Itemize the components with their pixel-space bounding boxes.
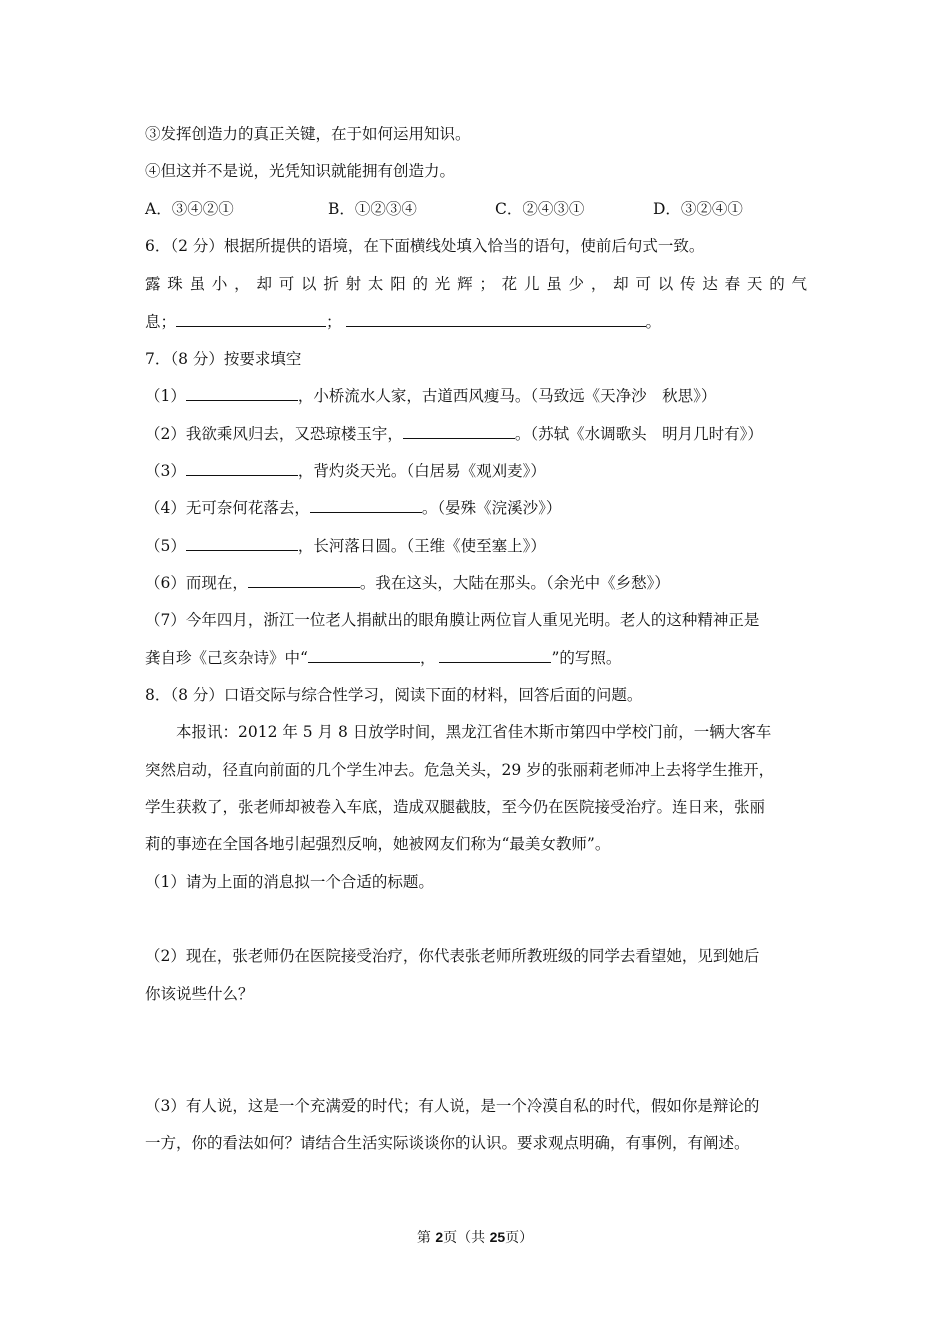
footer-post: 页） xyxy=(505,1230,534,1246)
q8-item-2: （2）现在，张老师仍在医院接受治疗，你代表张老师所教班级的同学去看望她，见到她后 xyxy=(145,947,760,965)
q7-item-4 xyxy=(145,498,807,518)
q7-4-blank[interactable] xyxy=(310,498,422,513)
q8-item-1: （1）请为上面的消息拟一个合适的标题。 xyxy=(145,873,434,891)
passage-line-3: 学生获救了，张老师却被卷入车底，造成双腿截肢，至今仍在医院接受治疗。连日来，张丽 xyxy=(145,798,766,816)
passage-line-4: 莉的事迹在全国各地引起强烈反响，她被网友们称为“最美女教师”。 xyxy=(145,835,611,853)
passage-line-2: 突然启动，径直向前面的几个学生冲去。危急关头，29 岁的张丽莉老师冲上去将学生推开， xyxy=(145,761,775,779)
footer-total-pages: 25 xyxy=(489,1229,506,1245)
q7-3-label: （3） xyxy=(145,462,186,480)
q7-6-text-a: （6）而现在， xyxy=(145,574,248,592)
option-c: C．②④③① xyxy=(495,200,585,218)
q7-1-text: ，小桥流水人家，古道西风瘦马。（马致远《天净沙 秋思》） xyxy=(297,387,717,405)
q7-1-blank[interactable] xyxy=(186,386,298,401)
q7-7-text-a: 龚自珍《己亥杂诗》中“ xyxy=(145,649,308,667)
q7-6-text-b: 。我在这头，大陆在那头。（余光中《乡愁》） xyxy=(359,574,670,592)
question-7: 7．（8 分）按要求填空 xyxy=(145,350,302,368)
q5-item-3: ③发挥创造力的真正关键，在于如何运用知识。 xyxy=(145,125,471,143)
q7-item-6 xyxy=(145,573,807,593)
page-footer xyxy=(0,1227,950,1248)
q7-item-5 xyxy=(145,536,807,556)
q7-1-label: （1） xyxy=(145,387,186,405)
q7-3-text: ，背灼炎天光。（白居易《观刈麦》） xyxy=(297,462,546,480)
q7-7-blank-2[interactable] xyxy=(439,648,551,663)
q6-context: 露珠虽小，却可以折射太阳的光辉；花儿虽少，却可以传达春天的气 xyxy=(145,275,807,293)
q6-text-c: 。 xyxy=(645,313,662,331)
question-8: 8．（8 分）口语交际与综合性学习，阅读下面的材料，回答后面的问题。 xyxy=(145,686,643,704)
q7-5-blank[interactable] xyxy=(186,536,298,551)
q6-context-cont xyxy=(145,312,807,332)
q7-item-2 xyxy=(145,424,807,444)
q6-text-a: 息； xyxy=(145,313,177,331)
q6-blank-1[interactable] xyxy=(176,312,326,327)
footer-page-number: 2 xyxy=(435,1229,444,1245)
option-b: B．①②③④ xyxy=(328,200,417,218)
q7-4-text-a: （4）无可奈何花落去， xyxy=(145,499,310,517)
q8-item-3-cont: 一方，你的看法如何？请结合生活实际谈谈你的认识。要求观点明确，有事例，有阐述。 xyxy=(145,1134,750,1152)
q8-item-3: （3）有人说，这是一个充满爱的时代；有人说，是一个冷漠自私的时代，假如你是辩论的 xyxy=(145,1097,760,1115)
q7-item-7: （7）今年四月，浙江一位老人捐献出的眼角膜让两位盲人重见光明。老人的这种精神正是 xyxy=(145,611,760,629)
q7-2-blank[interactable] xyxy=(403,424,515,439)
q6-blank-2[interactable] xyxy=(346,312,646,327)
q7-5-text: ，长河落日圆。（王维《使至塞上》） xyxy=(297,537,546,555)
q7-3-blank[interactable] xyxy=(186,461,298,476)
q7-2-text-a: （2）我欲乘风归去，又恐琼楼玉宇， xyxy=(145,425,403,443)
footer-pre: 第 xyxy=(416,1230,436,1246)
q7-item-7-cont xyxy=(145,648,807,668)
q7-7-text-b: ， xyxy=(419,649,436,667)
q7-4-text-b: 。（晏殊《浣溪沙》） xyxy=(421,499,562,517)
q7-5-label: （5） xyxy=(145,537,186,555)
q7-item-1 xyxy=(145,386,807,406)
question-6: 6．（2 分）根据所提供的语境，在下面横线处填入恰当的语句，使前后句式一致。 xyxy=(145,237,705,255)
q8-item-2-cont: 你该说些什么？ xyxy=(145,985,254,1003)
q7-6-blank[interactable] xyxy=(248,573,360,588)
option-a: A．③④②① xyxy=(145,200,234,218)
q7-2-text-b: 。（苏轼《水调歌头 明月几时有》） xyxy=(514,425,763,443)
option-d: D．③②④① xyxy=(653,200,743,218)
passage-line-1: 本报讯：2012 年 5 月 8 日放学时间，黑龙江省佳木斯市第四中学校门前，一辆大客车 xyxy=(176,723,772,741)
q7-7-blank-1[interactable] xyxy=(308,648,420,663)
q6-text-b: ； xyxy=(326,313,342,331)
q7-7-text-c: ”的写照。 xyxy=(551,649,622,667)
q5-item-4: ④但这并不是说，光凭知识就能拥有创造力。 xyxy=(145,162,456,180)
q7-item-3 xyxy=(145,461,807,481)
footer-mid: 页（共 xyxy=(443,1230,490,1246)
